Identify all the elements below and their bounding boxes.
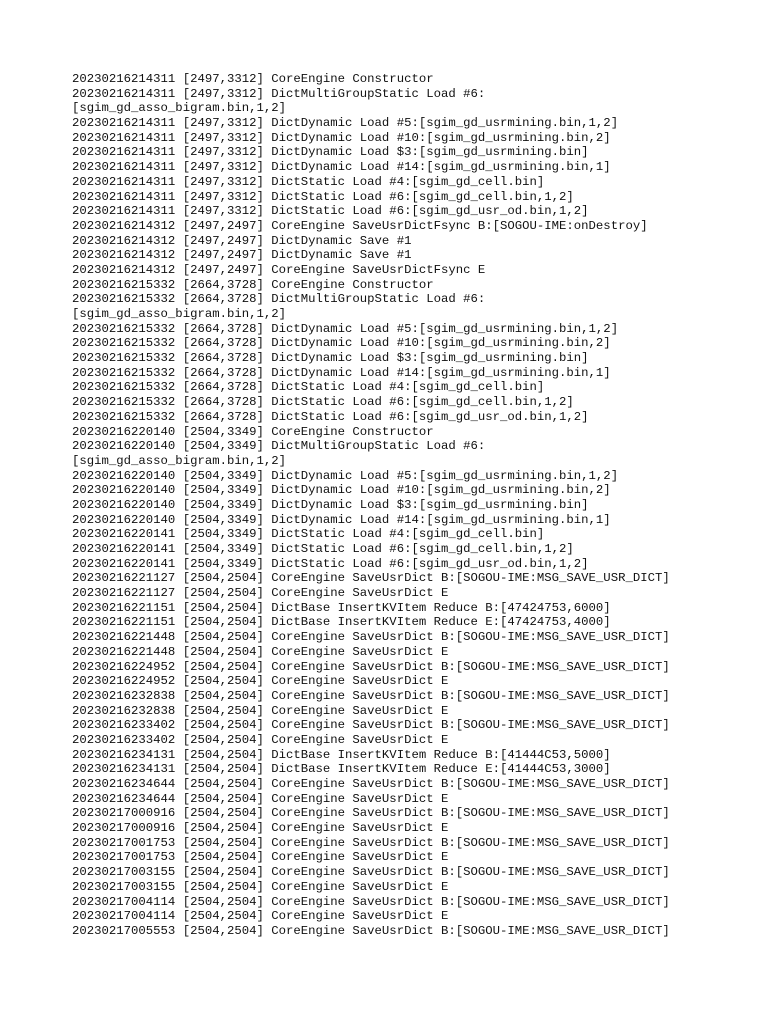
log-line: 20230216220140 [2504,3349] DictDynamic Load #14:[sgim_gd_usrmining.bin,1] [72,512,611,527]
log-line: 20230216214312 [2497,2497] CoreEngine SaveUsrDictFsync B:[SOGOU-IME:onDestroy] [72,218,648,233]
log-line: 20230216220141 [2504,3349] DictStatic Load #6:[sgim_gd_usr_od.bin,1,2] [72,556,589,571]
log-line: 20230216214312 [2497,2497] DictDynamic Save #1 [72,233,412,248]
log-line: 20230216221448 [2504,2504] CoreEngine SaveUsrDict B:[SOGOU-IME:MSG_SAVE_USR_DICT] [72,630,670,645]
log-line: 20230216214311 [2497,3312] DictDynamic Load $3:[sgim_gd_usrmining.bin] [72,145,589,160]
log-line: 20230216234644 [2504,2504] CoreEngine SaveUsrDict B:[SOGOU-IME:MSG_SAVE_USR_DICT] [72,777,670,791]
log-line: 20230216220141 [2504,3349] DictStatic Load #6:[sgim_gd_cell.bin,1,2] [72,542,574,556]
log-line: 20230216234131 [2504,2504] DictBase InsertKVItem Reduce E:[41444C53,3000] [72,762,611,777]
log-line: 20230217005553 [2504,2504] CoreEngine SaveUsrDict B:[SOGOU-IME:MSG_SAVE_USR_DICT] [72,923,670,938]
log-line: 20230216234131 [2504,2504] DictBase InsertKVItem Reduce B:[41444C53,5000] [72,747,611,762]
log-line: 20230216214311 [2497,3312] CoreEngine Constructor [72,72,434,86]
log-line: 20230216215332 [2664,3728] DictStatic Load #6:[sgim_gd_cell.bin,1,2] [72,395,574,410]
log-line: 20230216233402 [2504,2504] CoreEngine SaveUsrDict E [72,732,449,747]
log-line: 20230216215332 [2664,3728] DictStatic Load #4:[sgim_gd_cell.bin] [72,380,545,395]
log-line: [sgim_gd_asso_bigram.bin,1,2] [72,307,287,321]
log-line: 20230216221151 [2504,2504] DictBase InsertKVItem Reduce E:[47424753,4000] [72,615,611,630]
log-line: 20230217000916 [2504,2504] CoreEngine SaveUsrDict E [72,821,449,836]
log-line: 20230216224952 [2504,2504] CoreEngine SaveUsrDict B:[SOGOU-IME:MSG_SAVE_USR_DICT] [72,659,670,674]
log-line: 20230217004114 [2504,2504] CoreEngine SaveUsrDict B:[SOGOU-IME:MSG_SAVE_USR_DICT] [72,894,670,909]
log-line: 20230216214311 [2497,3312] DictMultiGroupStatic Load #6: [72,86,486,101]
log-line: 20230216220140 [2504,3349] DictMultiGroupStatic Load #6: [72,439,486,454]
log-line: 20230216215332 [2664,3728] DictStatic Load #6:[sgim_gd_usr_od.bin,1,2] [72,409,589,424]
log-line: 20230216215332 [2664,3728] CoreEngine Constructor [72,277,434,292]
log-line: 20230216220140 [2504,3349] DictDynamic Load $3:[sgim_gd_usrmining.bin] [72,497,589,512]
log-line: 20230216221127 [2504,2504] CoreEngine SaveUsrDict B:[SOGOU-IME:MSG_SAVE_USR_DICT] [72,571,670,586]
log-line: 20230216232838 [2504,2504] CoreEngine SaveUsrDict B:[SOGOU-IME:MSG_SAVE_USR_DICT] [72,688,670,703]
log-line: 20230216215332 [2664,3728] DictDynamic Load #5:[sgim_gd_usrmining.bin,1,2] [72,321,619,336]
log-line: 20230216214311 [2497,3312] DictStatic Load #6:[sgim_gd_cell.bin,1,2] [72,189,574,204]
log-line: 20230216221448 [2504,2504] CoreEngine SaveUsrDict E [72,644,449,659]
log-line: 20230217000916 [2504,2504] CoreEngine SaveUsrDict B:[SOGOU-IME:MSG_SAVE_USR_DICT] [72,806,670,821]
log-line: 20230216224952 [2504,2504] CoreEngine SaveUsrDict E [72,674,449,689]
log-line: 20230217003155 [2504,2504] CoreEngine SaveUsrDict E [72,879,449,894]
log-line: 20230216232838 [2504,2504] CoreEngine SaveUsrDict E [72,703,449,718]
log-line: 20230216215332 [2664,3728] DictMultiGroupStatic Load #6: [72,292,486,307]
log-line: 20230216220141 [2504,3349] DictStatic Load #4:[sgim_gd_cell.bin] [72,527,545,542]
log-line: 20230216214311 [2497,3312] DictDynamic Load #10:[sgim_gd_usrmining.bin,2] [72,130,611,145]
log-line: [sgim_gd_asso_bigram.bin,1,2] [72,101,287,116]
log-line: [sgim_gd_asso_bigram.bin,1,2] [72,453,287,468]
log-text-block [72,72,712,939]
log-line: 20230217003155 [2504,2504] CoreEngine SaveUsrDict B:[SOGOU-IME:MSG_SAVE_USR_DICT] [72,865,670,880]
log-line: 20230216220140 [2504,3349] CoreEngine Constructor [72,424,434,439]
log-line: 20230216215332 [2664,3728] DictDynamic Load #10:[sgim_gd_usrmining.bin,2] [72,336,611,351]
log-line: 20230216215332 [2664,3728] DictDynamic Load #14:[sgim_gd_usrmining.bin,1] [72,365,611,380]
log-line: 20230216214312 [2497,2497] DictDynamic Save #1 [72,248,412,263]
log-line: 20230216214312 [2497,2497] CoreEngine SaveUsrDictFsync E [72,262,486,277]
log-line: 20230216234644 [2504,2504] CoreEngine SaveUsrDict E [72,791,449,806]
log-line: 20230216233402 [2504,2504] CoreEngine SaveUsrDict B:[SOGOU-IME:MSG_SAVE_USR_DICT] [72,718,670,733]
log-line: 20230216214311 [2497,3312] DictDynamic Load #5:[sgim_gd_usrmining.bin,1,2] [72,116,619,131]
log-line: 20230216220140 [2504,3349] DictDynamic Load #5:[sgim_gd_usrmining.bin,1,2] [72,468,619,483]
log-line: 20230216221127 [2504,2504] CoreEngine SaveUsrDict E [72,586,449,601]
log-line: 20230217001753 [2504,2504] CoreEngine SaveUsrDict B:[SOGOU-IME:MSG_SAVE_USR_DICT] [72,835,670,850]
log-line: 20230216220140 [2504,3349] DictDynamic Load #10:[sgim_gd_usrmining.bin,2] [72,483,611,498]
log-line: 20230216214311 [2497,3312] DictStatic Load #6:[sgim_gd_usr_od.bin,1,2] [72,204,589,219]
log-line: 20230217004114 [2504,2504] CoreEngine SaveUsrDict E [72,909,449,924]
log-line: 20230216221151 [2504,2504] DictBase InsertKVItem Reduce B:[47424753,6000] [72,600,611,615]
log-line: 20230217001753 [2504,2504] CoreEngine SaveUsrDict E [72,850,449,865]
log-line: 20230216215332 [2664,3728] DictDynamic Load $3:[sgim_gd_usrmining.bin] [72,351,589,366]
log-line: 20230216214311 [2497,3312] DictDynamic Load #14:[sgim_gd_usrmining.bin,1] [72,160,611,175]
log-line: 20230216214311 [2497,3312] DictStatic Load #4:[sgim_gd_cell.bin] [72,174,545,189]
